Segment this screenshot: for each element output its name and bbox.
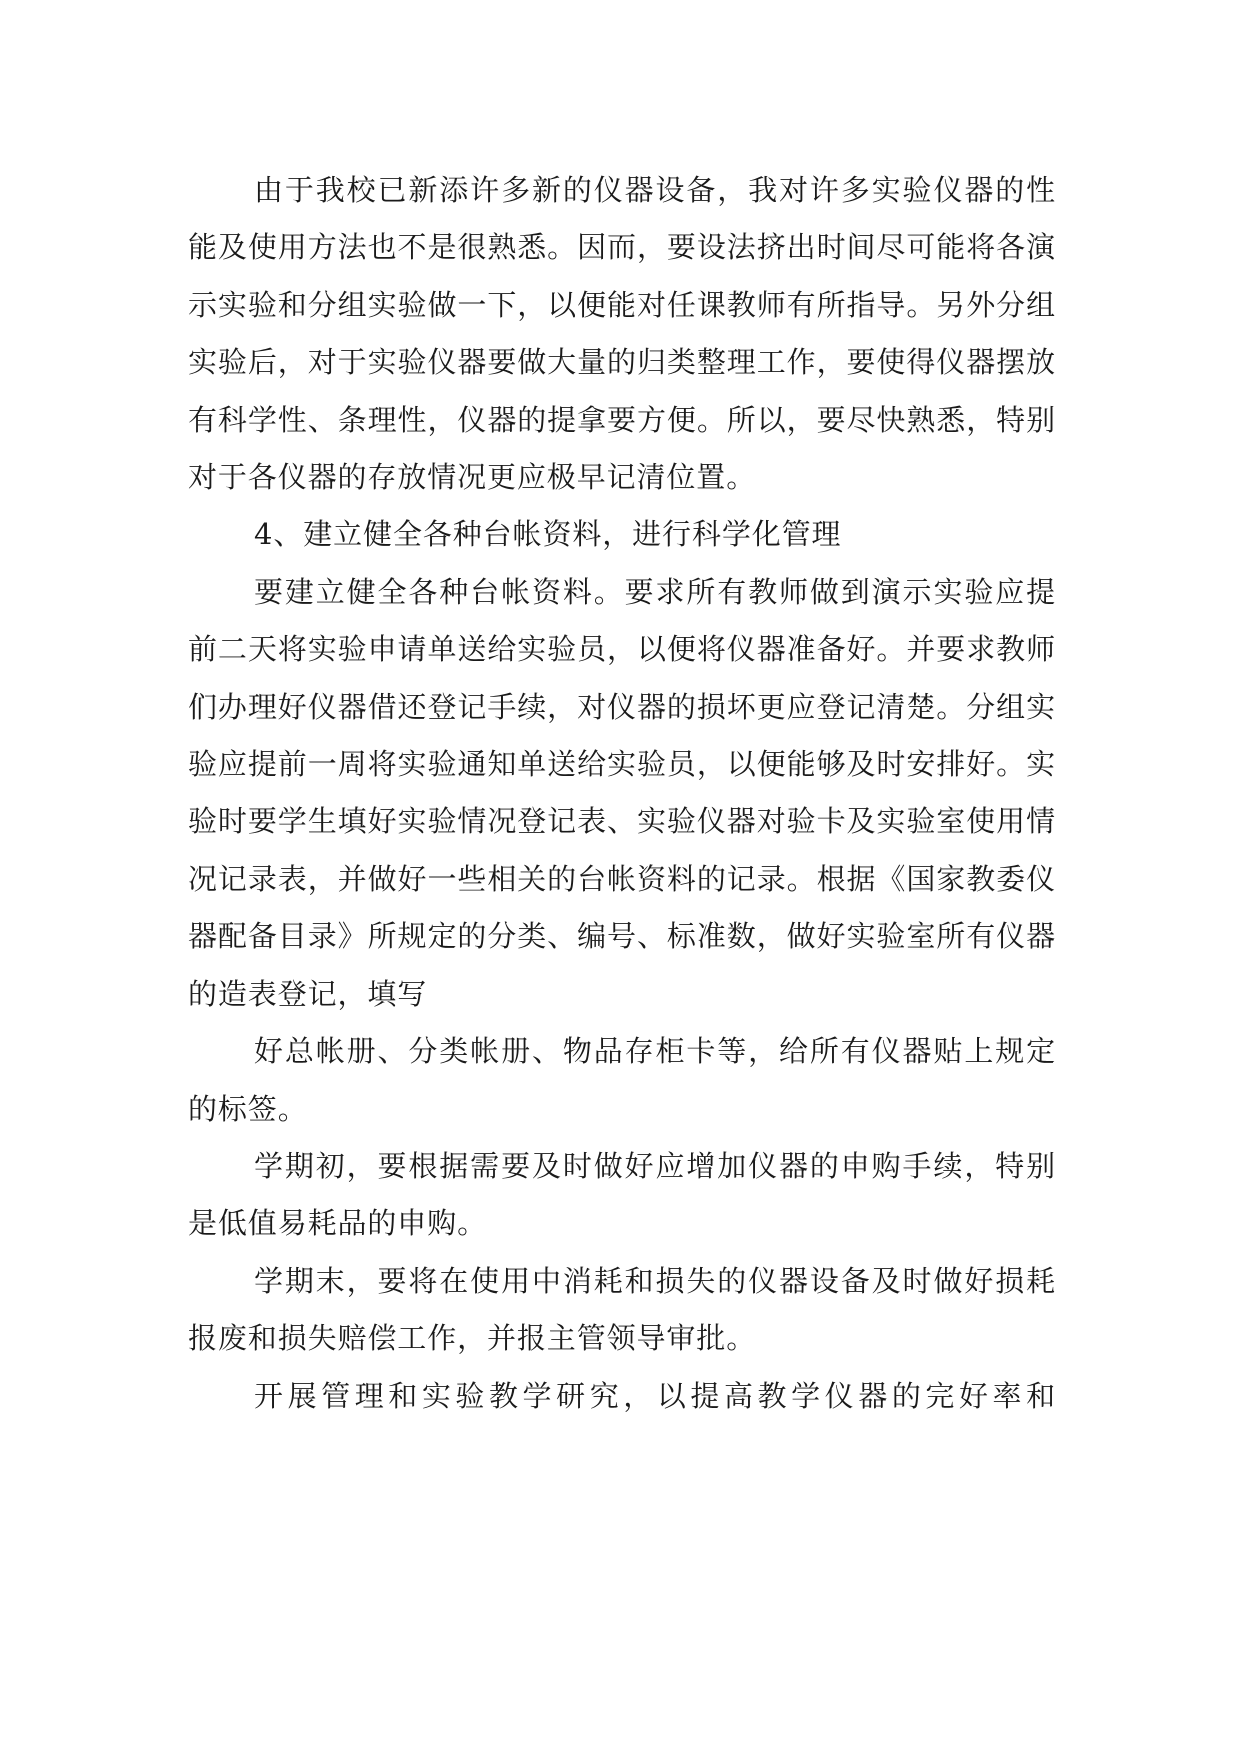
paragraph-term-end: 学期末，要将在使用中消耗和损失的仪器设备及时做好损耗报废和损失赔偿工作，并报主管领导审批。 [188,1263,1056,1356]
paragraph-ledger-records: 要建立健全各种台帐资料。要求所有教师做到演示实验应提前二天将实验申请单送给实验员，以便将仪器准备好。并要求教师们办理好仪器借还登记手续，对仪器的损坏更应登记清楚。分组实验应提前一周将实验通知单送给实验员，以便能够及时安排好。实验时要学生填好实验情况登记表、实验仪器对验卡及实验室使用情况记录表，并做好一些相关的台帐资料的记录。根据《国家教委仪器配备目录》所规定的分类、编号、标准数，做好实验室所有仪器的造表登记，填写 [188,574,1056,1011]
paragraph-teaching-research: 开展管理和实验教学研究，以提高教学仪器的完好率和 [254,1378,1056,1413]
section-heading-ledger-management: 4、建立健全各种台帐资料，进行科学化管理 [254,517,842,552]
paragraph-account-books: 好总帐册、分类帐册、物品存柜卡等，给所有仪器贴上规定的标签。 [188,1034,1056,1126]
paragraph-instrument-familiarization: 由于我校已新添许多新的仪器设备，我对许多实验仪器的性能及使用方法也不是很熟悉。因而，要设法挤出时间尽可能将各演示实验和分组实验做一下，以便能对任课教师有所指导。另外分组实验后，对于实验仪器要做大量的归类整理工作，要使得仪器摆放有科学性、条理性，仪器的提拿要方便。所以，要尽快熟悉，特别对于各仪器的存放情况更应极早记清位置。 [188,173,1056,495]
paragraph-term-start: 学期初，要根据需要及时做好应增加仪器的申购手续，特别是低值易耗品的申购。 [188,1148,1056,1241]
document-body [188,162,1056,1425]
